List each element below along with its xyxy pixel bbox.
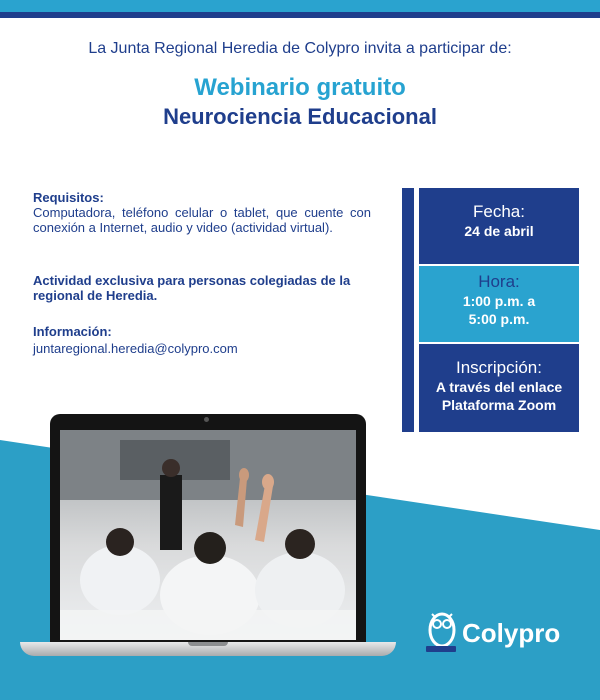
requirements-text: Computadora, teléfono celular o tablet, que cuente con conexión a Internet, audio y video (actividad virtual). (33, 205, 371, 235)
exclusive-note: Actividad exclusiva para personas colegiadas de la regional de Heredia. (33, 273, 351, 303)
laptop-screen (50, 414, 366, 642)
classroom-illustration (60, 430, 356, 640)
time-label: Hora: (478, 272, 520, 291)
top-bar-dark (0, 12, 600, 18)
event-subtitle: Neurociencia Educacional (163, 104, 437, 129)
top-bar-light (0, 0, 600, 12)
date-box (419, 188, 579, 264)
registration-line1: A través del enlace (435, 379, 563, 395)
registration-label: Inscripción: (456, 358, 542, 377)
contact-email[interactable]: juntaregional.heredia@colypro.com (33, 341, 238, 356)
colypro-logo-text: Colypro (462, 618, 561, 648)
requirements-label: Requisitos: (33, 190, 104, 205)
information-label: Información: (33, 324, 112, 339)
time-end: 5:00 p.m. (468, 311, 530, 327)
registration-line2: Plataforma Zoom (441, 397, 557, 413)
classroom-photo (60, 430, 356, 640)
registration-box (419, 344, 579, 432)
laptop-notch (188, 642, 228, 646)
date-label: Fecha: (473, 202, 525, 221)
time-box (419, 266, 579, 342)
camera-icon (204, 417, 209, 422)
time-start: 1:00 p.m. a (462, 293, 536, 309)
event-title: Webinario gratuito (194, 74, 406, 101)
details-stripe (402, 188, 414, 432)
date-value: 24 de abril (464, 223, 534, 239)
invite-text: La Junta Regional Heredia de Colypro invita a participar de: (88, 40, 512, 57)
